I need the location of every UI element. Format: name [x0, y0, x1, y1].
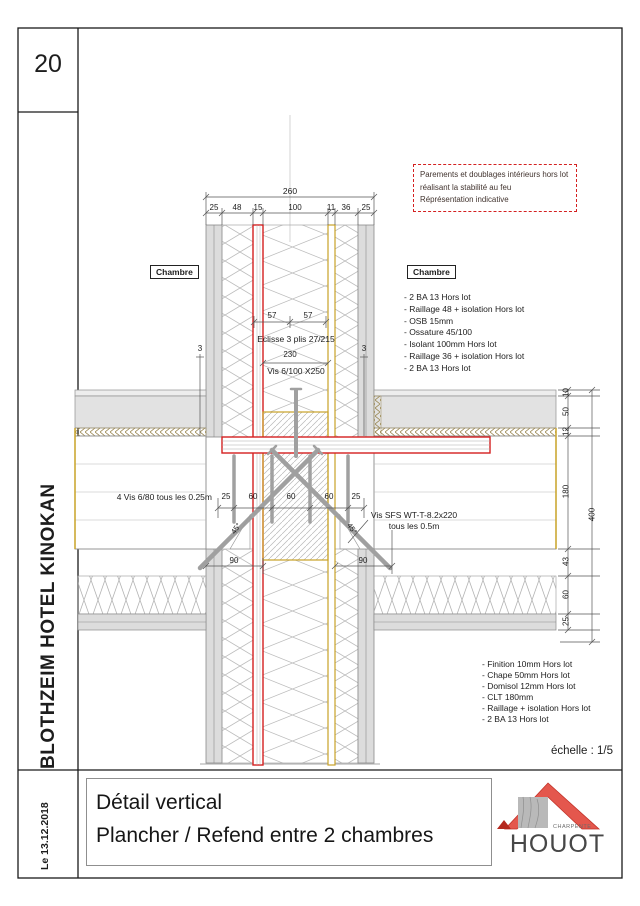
- dim-screw-spacing: 25: [351, 492, 361, 501]
- floor-left: [75, 390, 206, 630]
- dim-screw-spacing: 60: [324, 492, 334, 501]
- dim-top-seg: 15: [253, 203, 263, 212]
- dim-right-chain: 10: [561, 388, 571, 397]
- dim-gap-left: 3: [197, 344, 203, 353]
- wall-layer-item: - 2 BA 13 Hors lot: [404, 292, 471, 302]
- dim-edge-right: 90: [358, 556, 368, 565]
- logo-sub: CHARPENTE: [553, 824, 592, 830]
- wall-layer-item: - OSB 15mm: [404, 315, 454, 326]
- dim-top-seg: 100: [288, 203, 302, 212]
- dim-offset-right: 57: [303, 311, 313, 320]
- dim-right-total: 400: [587, 507, 597, 522]
- logo-brand: HOUOT: [509, 830, 606, 858]
- floor-layer-item: - 2 BA 13 Hors lot: [482, 714, 549, 724]
- fire-band: [222, 437, 490, 453]
- note-line: réalisant la stabilité au feu: [420, 182, 512, 192]
- title-line-1: Détail vertical: [96, 791, 223, 814]
- title-line-2: Plancher / Refend entre 2 chambres: [96, 824, 434, 847]
- note-line: Parements et doublages intérieurs hors lot: [420, 170, 569, 179]
- dim-angle-right: 45°: [345, 521, 359, 536]
- page-number: 20: [34, 50, 62, 78]
- dim-top-seg: 48: [232, 203, 242, 212]
- annotation-vis-sfs-1: Vis SFS WT-T-8.2x220: [370, 510, 458, 520]
- dim-top-seg: 11: [326, 203, 336, 212]
- dim-screw-spacing: 25: [221, 492, 231, 501]
- dim-top-seg: 25: [209, 203, 219, 212]
- floor-layer-item: - CLT 180mm: [482, 692, 534, 702]
- dim-right-chain: 12: [561, 427, 571, 436]
- dim-eclisse-width: 230: [283, 350, 297, 359]
- dim-angle-left: 45°: [229, 521, 243, 536]
- dim-right-chain: 43: [561, 557, 571, 566]
- floor-layer-item: - Chape 50mm Hors lot: [482, 670, 570, 680]
- dim-edge-left: 90: [229, 556, 239, 565]
- annotation-vis-sfs-2: tous les 0.5m: [388, 521, 440, 531]
- dim-right-chain: 25: [561, 617, 571, 626]
- wall-layer-item: - Raillage 48 + isolation Hors lot: [404, 303, 525, 314]
- annotation-vis-row: 4 Vis 6/80 tous les 0.25m: [116, 492, 212, 502]
- dim-offset-left: 57: [267, 311, 277, 320]
- dim-top-seg: 25: [361, 203, 371, 212]
- wall-layer-item: - Raillage 36 + isolation Hors lot: [404, 350, 525, 361]
- floor-layer-list: [482, 659, 590, 725]
- room-label-right: Chambre: [407, 265, 456, 279]
- dim-screw-spacing: 60: [286, 492, 296, 501]
- wall-layer-list: [404, 292, 524, 375]
- note-box: [413, 164, 577, 212]
- annotation-eclisse: Eclisse 3 plis 27/215: [257, 334, 335, 344]
- date-label: Le 13.12.2018: [39, 802, 51, 870]
- dim-top-seg: 36: [341, 203, 351, 212]
- note-line: Réprésentation indicative: [420, 195, 509, 204]
- scale-label: échelle : 1/5: [550, 745, 613, 757]
- logo: [495, 778, 620, 864]
- floor-layer-item: - Finition 10mm Hors lot: [482, 659, 573, 669]
- dim-right-chain: 50: [561, 407, 571, 416]
- dim-right-chain: 60: [561, 590, 571, 599]
- annotation-vis-top: Vis 6/100 X250: [267, 366, 325, 376]
- wall-layer-item: - 2 BA 13 Hors lot: [404, 362, 471, 373]
- dim-top-total: 260: [282, 186, 298, 196]
- upper-wall: [206, 225, 374, 437]
- dim-screw-spacing: 60: [248, 492, 258, 501]
- dim-right-chain: 180: [561, 484, 571, 499]
- wall-layer-item: - Ossature 45/100: [404, 327, 473, 338]
- floor-layer-item: - Raillage + isolation Hors lot: [482, 703, 591, 713]
- room-label-left: Chambre: [150, 265, 199, 279]
- floor-layer-item: - Domisol 12mm Hors lot: [482, 681, 576, 691]
- wall-layer-item: - Isolant 100mm Hors lot: [404, 339, 497, 350]
- project-name: BLOTHZEIM HOTEL KINOKAN: [38, 483, 59, 769]
- dim-gap-right: 3: [361, 344, 367, 353]
- lower-wall: [200, 549, 380, 764]
